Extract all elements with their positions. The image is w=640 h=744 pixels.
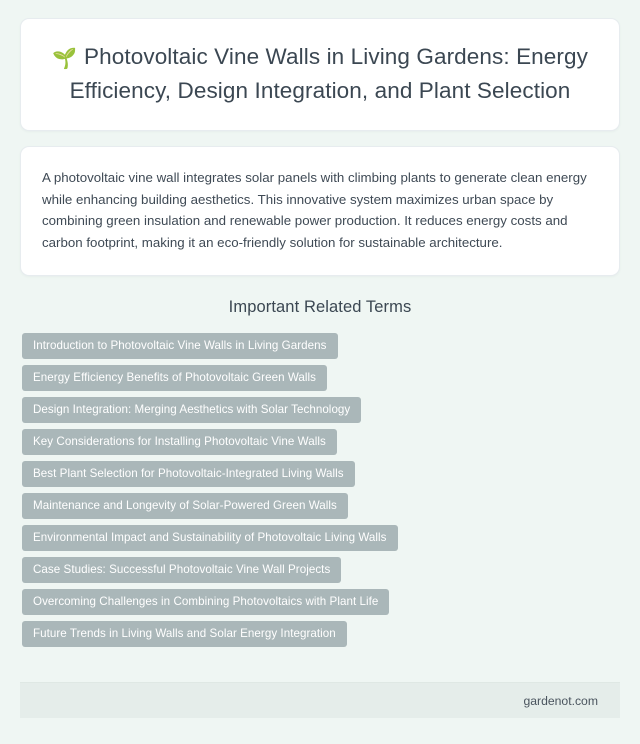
title-card xyxy=(20,18,620,131)
term-pill[interactable]: Case Studies: Successful Photovoltaic Vine Wall Projects xyxy=(22,557,341,583)
list-item xyxy=(22,557,620,589)
page-title-text: Photovoltaic Vine Walls in Living Gardens: Energy Efficiency, Design Integration, and Plant Selection xyxy=(69,44,588,103)
list-item xyxy=(22,621,620,653)
list-item xyxy=(22,397,620,429)
related-terms-list xyxy=(20,333,620,653)
term-pill[interactable]: Design Integration: Merging Aesthetics with Solar Technology xyxy=(22,397,361,423)
seedling-icon: 🌱 xyxy=(52,48,78,70)
term-pill[interactable]: Key Considerations for Installing Photovoltaic Vine Walls xyxy=(22,429,337,455)
list-item xyxy=(22,493,620,525)
description-card xyxy=(20,146,620,276)
list-item xyxy=(22,365,620,397)
list-item xyxy=(22,461,620,493)
term-pill[interactable]: Best Plant Selection for Photovoltaic-Integrated Living Walls xyxy=(22,461,355,487)
footer-site-name: gardenot.com xyxy=(523,693,598,708)
term-pill[interactable]: Energy Efficiency Benefits of Photovoltaic Green Walls xyxy=(22,365,327,391)
footer-spacer xyxy=(0,718,640,744)
term-pill[interactable]: Overcoming Challenges in Combining Photovoltaics with Plant Life xyxy=(22,589,389,615)
footer-bar xyxy=(20,682,620,718)
page-title xyxy=(51,41,589,106)
term-pill[interactable]: Environmental Impact and Sustainability of Photovoltaic Living Walls xyxy=(22,525,398,551)
list-item xyxy=(22,429,620,461)
list-item xyxy=(22,333,620,365)
term-pill[interactable]: Introduction to Photovoltaic Vine Walls in Living Gardens xyxy=(22,333,338,359)
description-text: A photovoltaic vine wall integrates solar panels with climbing plants to generate clean energy while enhancing building aesthetics. This innovative system maximizes urban space by combining green insulation and renewable power production. It reduces energy costs and carbon footprint, making it an eco-friendly solution for sustainable architecture. xyxy=(42,170,587,250)
term-pill[interactable]: Maintenance and Longevity of Solar-Powered Green Walls xyxy=(22,493,348,519)
list-item xyxy=(22,525,620,557)
term-pill[interactable]: Future Trends in Living Walls and Solar Energy Integration xyxy=(22,621,347,647)
related-terms-heading: Important Related Terms xyxy=(228,298,412,316)
list-item xyxy=(22,589,620,621)
